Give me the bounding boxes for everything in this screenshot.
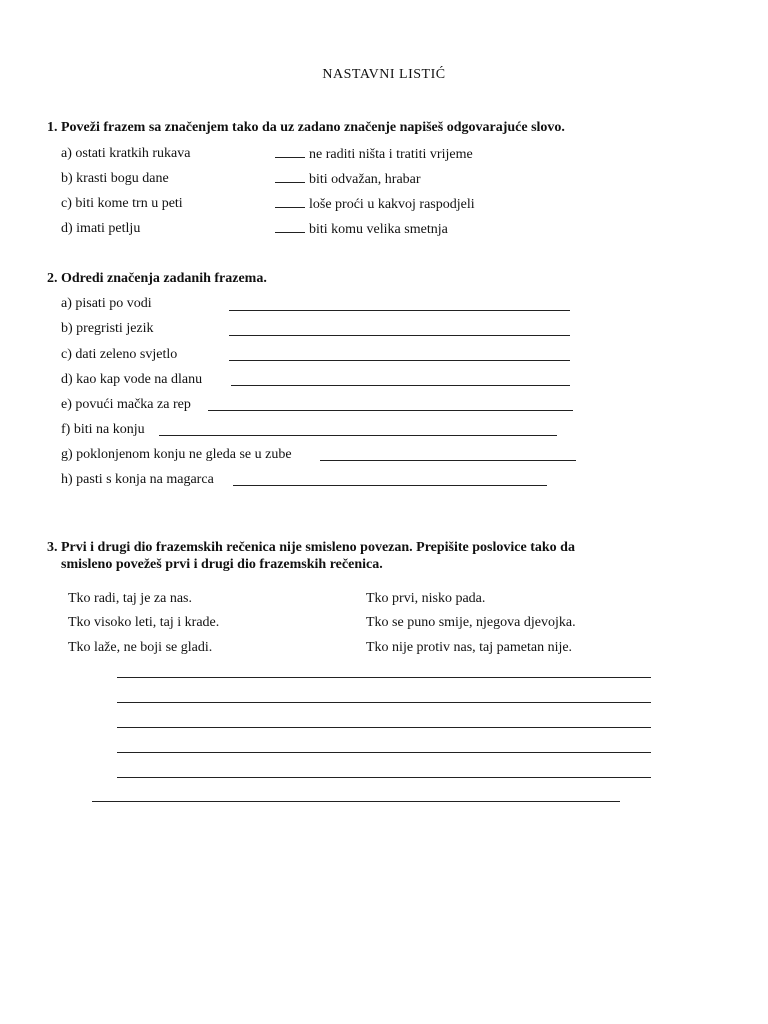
q2-answer-line-e[interactable] — [208, 410, 573, 411]
q2-item-g: g) poklonjenom konju ne gleda se u zube — [61, 447, 292, 462]
q2-item-c: c) dati zeleno svjetlo — [61, 347, 178, 362]
q3-answer-line-5[interactable] — [117, 777, 651, 778]
q2-item-d: d) kao kap vode na dlanu — [61, 372, 203, 387]
q1-phrase-b: b) krasti bogu dane — [61, 171, 169, 186]
question-1-heading: 1. Poveži frazem sa značenjem tako da uz zadano značenje napišeš odgovarajuće slovo. — [47, 120, 565, 135]
q3-answer-line-4[interactable] — [117, 752, 651, 753]
q2-item-b: b) pregristi jezik — [61, 321, 154, 336]
q1-answer-blank-3[interactable] — [275, 195, 305, 208]
q3-answer-line-3[interactable] — [117, 727, 651, 728]
q3-answer-line-1[interactable] — [117, 677, 651, 678]
q2-item-e: e) povući mačka za rep — [61, 397, 191, 412]
q1-phrase-d: d) imati petlju — [61, 221, 141, 236]
q1-answer-blank-4[interactable] — [275, 220, 305, 233]
q3-second-part-1: Tko prvi, nisko pada. — [366, 591, 486, 606]
q3-first-part-1: Tko radi, taj je za nas. — [68, 591, 193, 606]
q1-answer-blank-1[interactable] — [275, 145, 305, 158]
q1-meaning-row — [275, 195, 475, 214]
q1-answer-blank-2[interactable] — [275, 170, 305, 183]
q3-answer-line-2[interactable] — [117, 702, 651, 703]
q2-answer-line-h[interactable] — [233, 485, 547, 486]
q1-meaning-row — [275, 170, 421, 189]
q3-second-part-3: Tko nije protiv nas, taj pametan nije. — [366, 640, 573, 655]
q2-answer-line-a[interactable] — [229, 310, 570, 311]
q2-answer-line-f[interactable] — [159, 435, 557, 436]
q2-answer-line-g[interactable] — [320, 460, 576, 461]
q1-meaning-row — [275, 145, 473, 164]
q1-meaning-3: loše proći u kakvoj raspodjeli — [309, 197, 475, 212]
q3-second-part-2: Tko se puno smije, njegova djevojka. — [366, 615, 576, 630]
question-3-heading-line-2: smisleno povežeš prvi i drugi dio frazemskih rečenica. — [61, 557, 383, 572]
q1-meaning-1: ne raditi ništa i tratiti vrijeme — [309, 147, 473, 162]
question-2-heading: 2. Odredi značenja zadanih frazema. — [47, 271, 267, 286]
q3-answer-line-6[interactable] — [92, 801, 620, 802]
q3-first-part-2: Tko visoko leti, taj i krade. — [68, 615, 220, 630]
q2-item-f: f) biti na konju — [61, 422, 145, 437]
question-3-heading-line-1: 3. Prvi i drugi dio frazemskih rečenica nije smisleno povezan. Prepišite poslovice tako da — [47, 540, 575, 555]
q2-item-a: a) pisati po vodi — [61, 296, 152, 311]
q1-phrase-c: c) biti kome trn u peti — [61, 196, 183, 211]
q3-first-part-3: Tko laže, ne boji se gladi. — [68, 640, 213, 655]
q2-item-h: h) pasti s konja na magarca — [61, 472, 214, 487]
q1-meaning-row — [275, 220, 448, 239]
q2-answer-line-b[interactable] — [229, 335, 570, 336]
worksheet-title: NASTAVNI LISTIĆ — [322, 67, 446, 82]
q2-answer-line-c[interactable] — [229, 360, 570, 361]
q1-meaning-4: biti komu velika smetnja — [309, 222, 448, 237]
q1-meaning-2: biti odvažan, hrabar — [309, 172, 421, 187]
q1-phrase-a: a) ostati kratkih rukava — [61, 146, 191, 161]
q2-answer-line-d[interactable] — [231, 385, 570, 386]
